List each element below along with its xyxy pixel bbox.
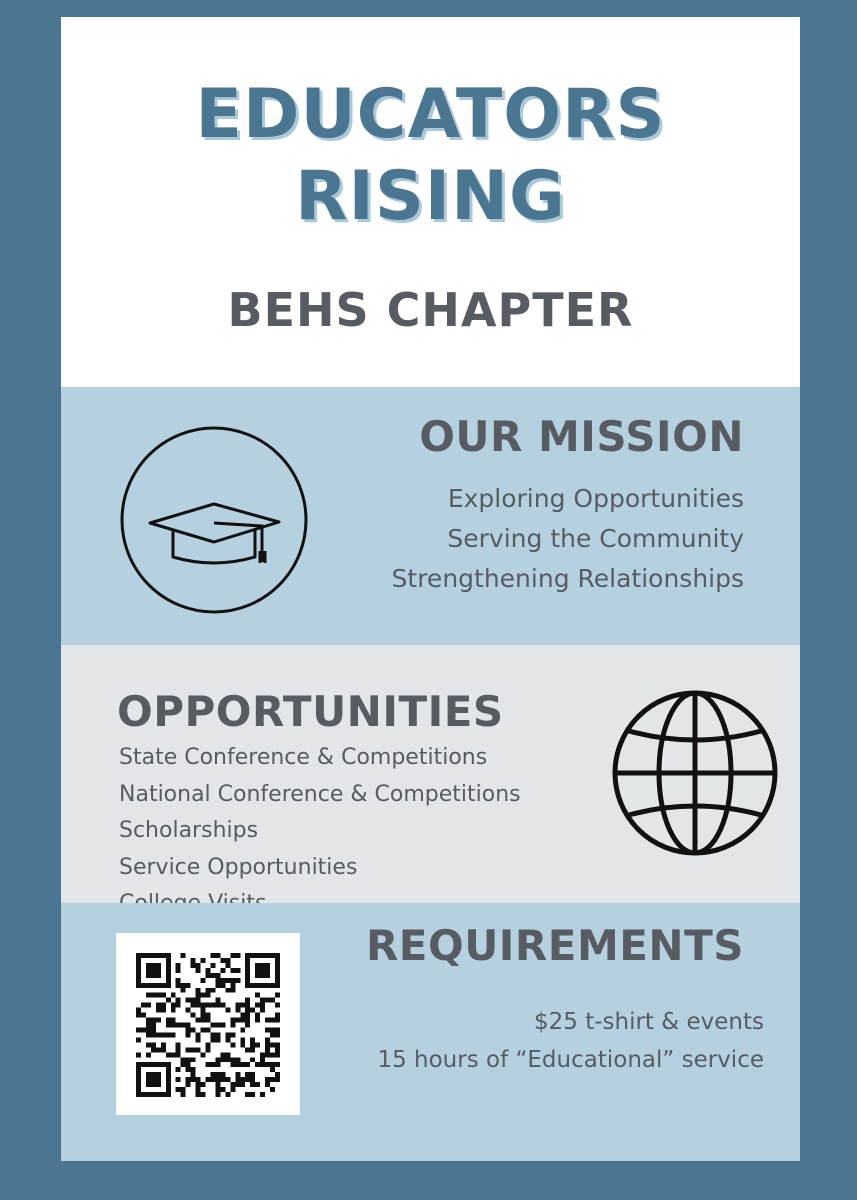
title-line-1: EDUCATORS [195,75,666,154]
requirement-item: 15 hours of “Educational” service [377,1047,764,1073]
chapter-subtitle: BEHS CHAPTER [227,283,634,337]
opportunities-list [119,740,521,923]
opportunity-item: State Conference & Competitions [119,745,488,770]
mission-list [392,479,744,599]
qr-code-icon[interactable] [136,953,280,1097]
poster [61,17,800,1161]
graduation-cap-icon [119,425,309,615]
requirements-title: REQUIREMENTS [365,921,744,970]
opportunity-item: Service Opportunities [119,854,358,880]
title-line-2: RISING [295,157,566,236]
opportunity-item: National Conference & Competitions [119,781,521,807]
mission-item: Serving the Community [447,524,744,553]
opportunities-section [61,645,800,903]
mission-title: OUR MISSION [419,412,744,461]
globe-icon [611,689,779,857]
opportunity-item: Scholarships [119,818,259,843]
opportunities-title: OPPORTUNITIES [117,687,504,736]
requirements-section [61,903,800,1161]
mission-section [61,387,800,645]
header-section [61,17,800,387]
requirement-item: $25 t-shirt & events [534,1009,764,1035]
mission-item: Strengthening Relationships [391,564,744,593]
requirements-list [377,1003,764,1079]
mission-item: Exploring Opportunities [447,484,744,513]
qr-code-card[interactable] [116,933,300,1115]
